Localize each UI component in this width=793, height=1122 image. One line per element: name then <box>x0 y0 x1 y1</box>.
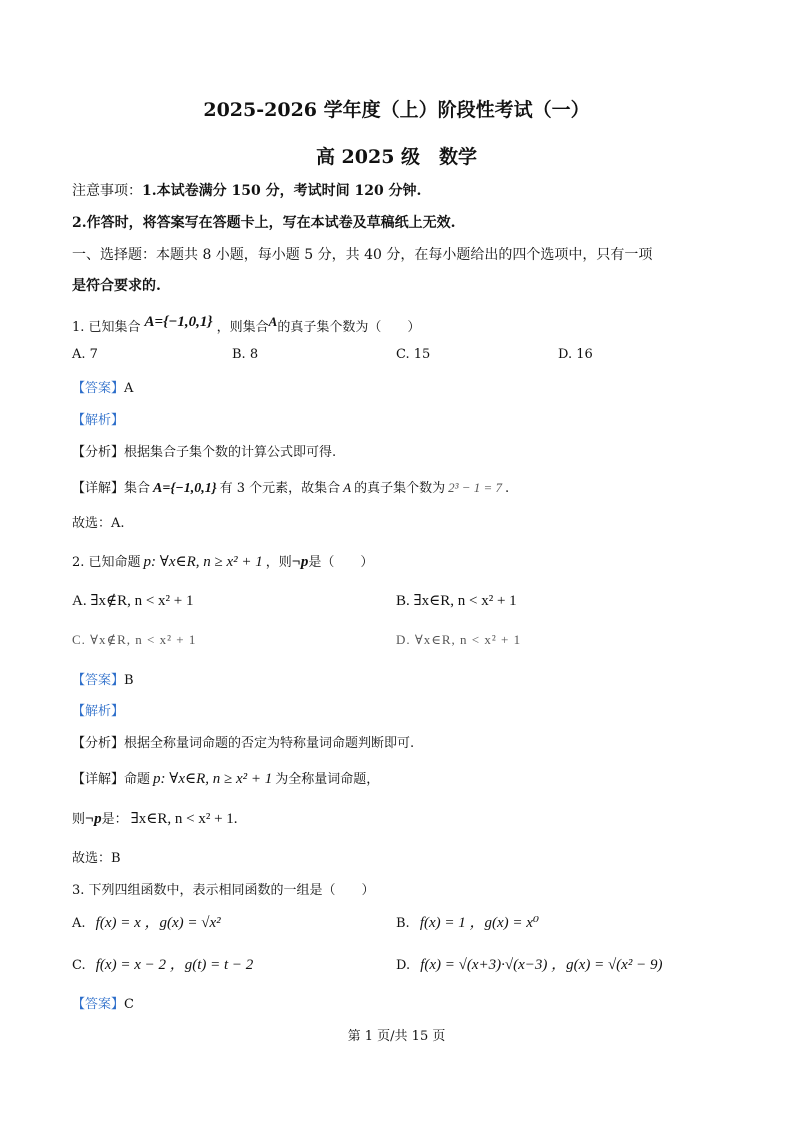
q2-choose: 故选：B <box>72 851 121 866</box>
q2-detail <box>72 768 379 788</box>
q3-option-a <box>72 911 221 932</box>
section1-line2: 是符合要求的. <box>72 278 161 294</box>
q3-option-c <box>72 953 253 974</box>
q1-fenxi <box>72 441 336 460</box>
q1-detail-pre: 集合 <box>124 481 151 496</box>
q1-option-d: D. 16 <box>558 347 593 362</box>
fenxi-tag: 【分析】 <box>72 736 125 751</box>
q1-option-a: A. 7 <box>72 347 98 362</box>
q1-detail-mid: 有 3 个元素，故集合 <box>219 481 341 496</box>
q1-answer-value: A <box>124 381 134 396</box>
q1-mid: ，则集合 <box>216 320 269 335</box>
q3-option-a-formula: f(x) = x ，g(x) = √x² <box>95 915 221 931</box>
q2-then-negp: ¬p <box>85 811 102 827</box>
q2-detail-prop: p: ∀x∈R, n ≥ x² + 1 <box>153 771 273 787</box>
q1-option-b: B. 8 <box>232 347 259 362</box>
q2-fenxi <box>72 732 414 751</box>
q1-set: A={−1,0,1} <box>144 314 213 330</box>
page-subtitle: 高 2025 级 数学 <box>315 146 478 168</box>
q2-prop: p: ∀x∈R, n ≥ x² + 1 <box>143 554 263 570</box>
q1-stem <box>72 316 420 336</box>
fenxi-tag: 【分析】 <box>72 445 125 460</box>
answer-tag: 【答案】 <box>72 997 125 1012</box>
q3-answer <box>72 993 134 1012</box>
q2-detail-end: 为全称量词命题， <box>275 772 380 787</box>
q2-prefix: 2. 已知命题 <box>72 555 141 570</box>
q2-fenxi-text: 根据全称量词命题的否定为特称量词命题判断即可. <box>124 736 415 751</box>
q1-option-c: C. 15 <box>396 347 431 362</box>
q2-then-mid: 是： <box>101 812 128 827</box>
q1-detail-set: A={−1,0,1} <box>153 481 217 496</box>
q2-answer <box>72 669 134 688</box>
q2-option-d: D. ∀x∈R, n < x² + 1 <box>396 632 522 647</box>
q3-stem: 3. 下列四组函数中，表示相同函数的一组是（ ） <box>72 883 375 898</box>
q1-prefix: 1. 已知集合 <box>72 320 141 335</box>
page-title: 2025-2026 学年度（上）阶段性考试（一） <box>203 99 590 121</box>
q3-option-c-formula: f(x) = x − 2 ，g(t) = t − 2 <box>95 957 254 973</box>
q2-option-b: B. ∃x∈R, n < x² + 1 <box>396 593 517 609</box>
q3-option-d-label: D. <box>396 958 411 973</box>
q1-suffix: 的真子集个数为（ ） <box>277 320 421 335</box>
q1-detail-var: A <box>343 480 352 495</box>
q3-option-d <box>396 953 662 974</box>
notes-line-1 <box>72 180 421 200</box>
q2-answer-value: B <box>124 673 134 688</box>
q2-negp: ¬p <box>291 554 309 570</box>
q1-detail-mid2: 的真子集个数为 <box>354 481 446 496</box>
q2-then-pre: 则 <box>72 812 86 827</box>
note-1: 1.本试卷满分 150 分，考试时间 120 分钟. <box>142 183 422 199</box>
q1-analysis-tag: 【解析】 <box>72 413 125 428</box>
q1-choose: 故选：A. <box>72 516 125 531</box>
page-footer: 第 1 页/共 15 页 <box>347 1029 446 1044</box>
note-2: 2.作答时，将答案写在答题卡上，写在本试卷及草稿纸上无效. <box>72 215 456 231</box>
q1-detail-formula: 2³ − 1 = 7 <box>448 480 503 495</box>
q1-fenxi-text: 根据集合子集个数的计算公式即可得. <box>124 445 337 460</box>
q3-option-c-label: C. <box>72 958 86 973</box>
q3-option-b-formula: f(x) = 1 ，g(x) = x⁰ <box>419 915 539 931</box>
q2-option-a: A. ∃x∉R, n < x² + 1 <box>72 593 194 609</box>
q3-option-b <box>396 911 539 932</box>
detail-tag: 【详解】 <box>72 772 125 787</box>
q3-option-d-formula: f(x) = √(x+3)·√(x−3) ，g(x) = √(x² − 9) <box>420 957 663 973</box>
answer-tag: 【答案】 <box>72 381 125 396</box>
section1-line1: 一、选择题：本题共 8 小题，每小题 5 分，共 40 分，在每小题给出的四个选项中，只有一项 <box>72 247 653 263</box>
q2-detail-pre: 命题 <box>124 772 151 787</box>
q1-detail-end: . <box>505 481 510 496</box>
q2-mid: ，则 <box>265 555 292 570</box>
q1-answer <box>72 377 133 396</box>
q3-option-b-label: B. <box>396 916 410 931</box>
detail-tag: 【详解】 <box>72 481 125 496</box>
q2-suffix: 是（ ） <box>308 555 374 570</box>
notes-label: 注意事项： <box>72 183 142 199</box>
answer-tag: 【答案】 <box>72 673 125 688</box>
q1-var: A <box>268 314 278 329</box>
q2-then-formula: ∃x∈R, n < x² + 1. <box>130 811 238 827</box>
q3-option-a-label: A. <box>72 916 86 931</box>
q2-option-c: C. ∀x∉R, n < x² + 1 <box>72 632 197 647</box>
q2-analysis-tag: 【解析】 <box>72 704 125 719</box>
q2-stem <box>72 551 373 571</box>
q1-detail <box>72 477 509 497</box>
q3-answer-value: C <box>124 997 134 1012</box>
q2-then <box>72 808 238 828</box>
